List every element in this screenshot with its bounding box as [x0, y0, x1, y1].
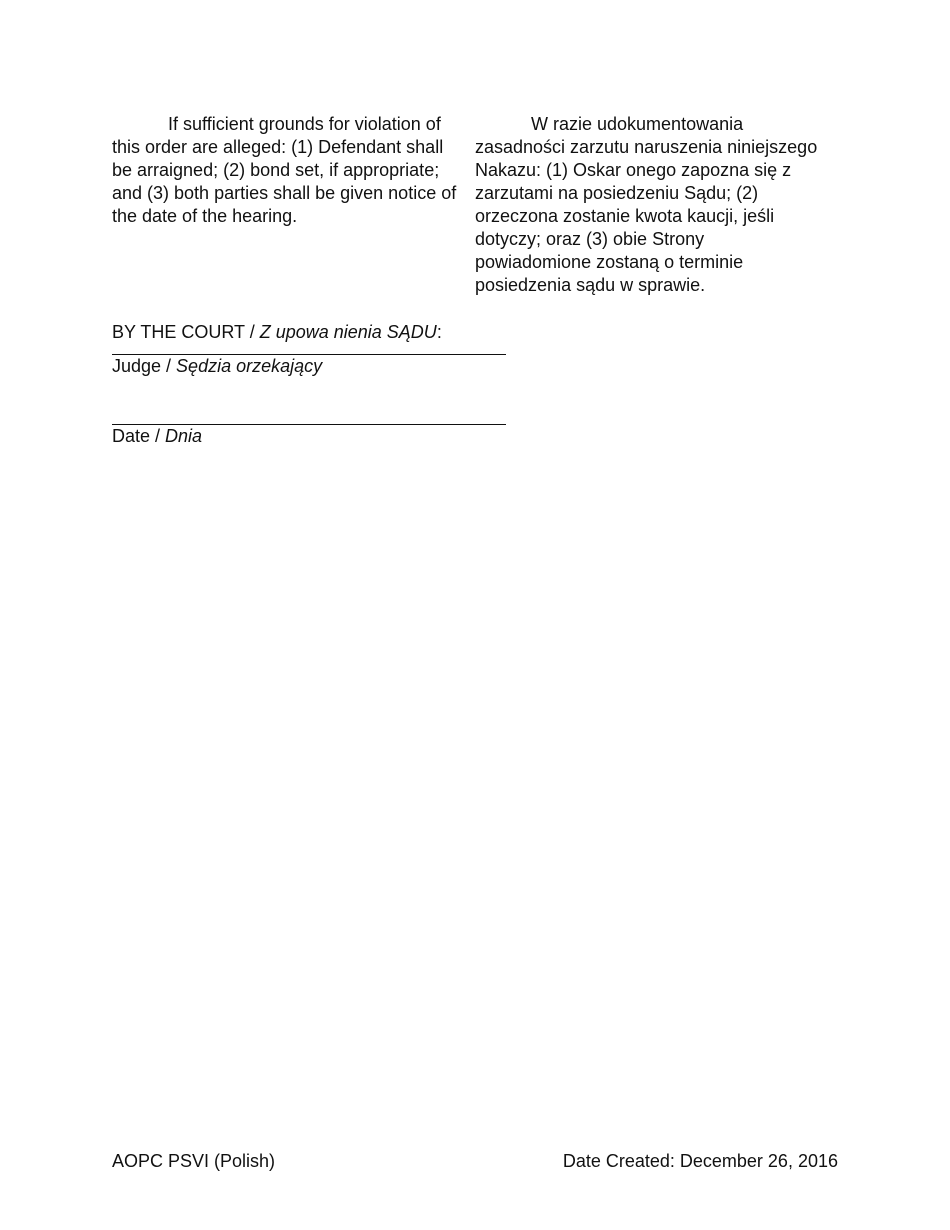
court-label-en: BY THE COURT /: [112, 322, 260, 342]
english-column: [112, 113, 458, 228]
judge-label-pl: Sędzia orzekający: [176, 356, 323, 376]
date-label: [112, 425, 512, 448]
footer-form-id: AOPC PSVI (Polish): [112, 1151, 276, 1171]
signature-block: [112, 321, 512, 448]
court-label-pl: Z upowa nienia SĄDU: [259, 322, 437, 342]
polish-column: [475, 113, 820, 297]
court-label-colon: :: [436, 322, 442, 342]
judge-label-en: Judge /: [112, 356, 177, 376]
english-paragraph: If sufficient grounds for violation of this order are alleged: (1) Defendant shall be arraigned; (2) bond set, if appropriate; and (3) both parties shall be given notice of the date of the hearing.: [112, 114, 457, 226]
judge-label: [112, 355, 512, 378]
footer-date-created: Date Created: December 26, 2016: [562, 1151, 838, 1171]
by-the-court-label: [112, 321, 512, 344]
date-label-pl: Dnia: [165, 426, 203, 446]
date-label-en: Date /: [112, 426, 166, 446]
polish-paragraph: W razie udokumentowania zasadności zarzutu naruszenia niniejszego Nakazu: (1) Oskar onego zapozna się z zarzutami na posiedzeniu Sądu; (2) orzeczona zostanie kwota kaucji, jeśli dotyczy; oraz (3) obie Strony powiadomione zostaną o terminie posiedzenia sądu w sprawie.: [475, 114, 818, 295]
